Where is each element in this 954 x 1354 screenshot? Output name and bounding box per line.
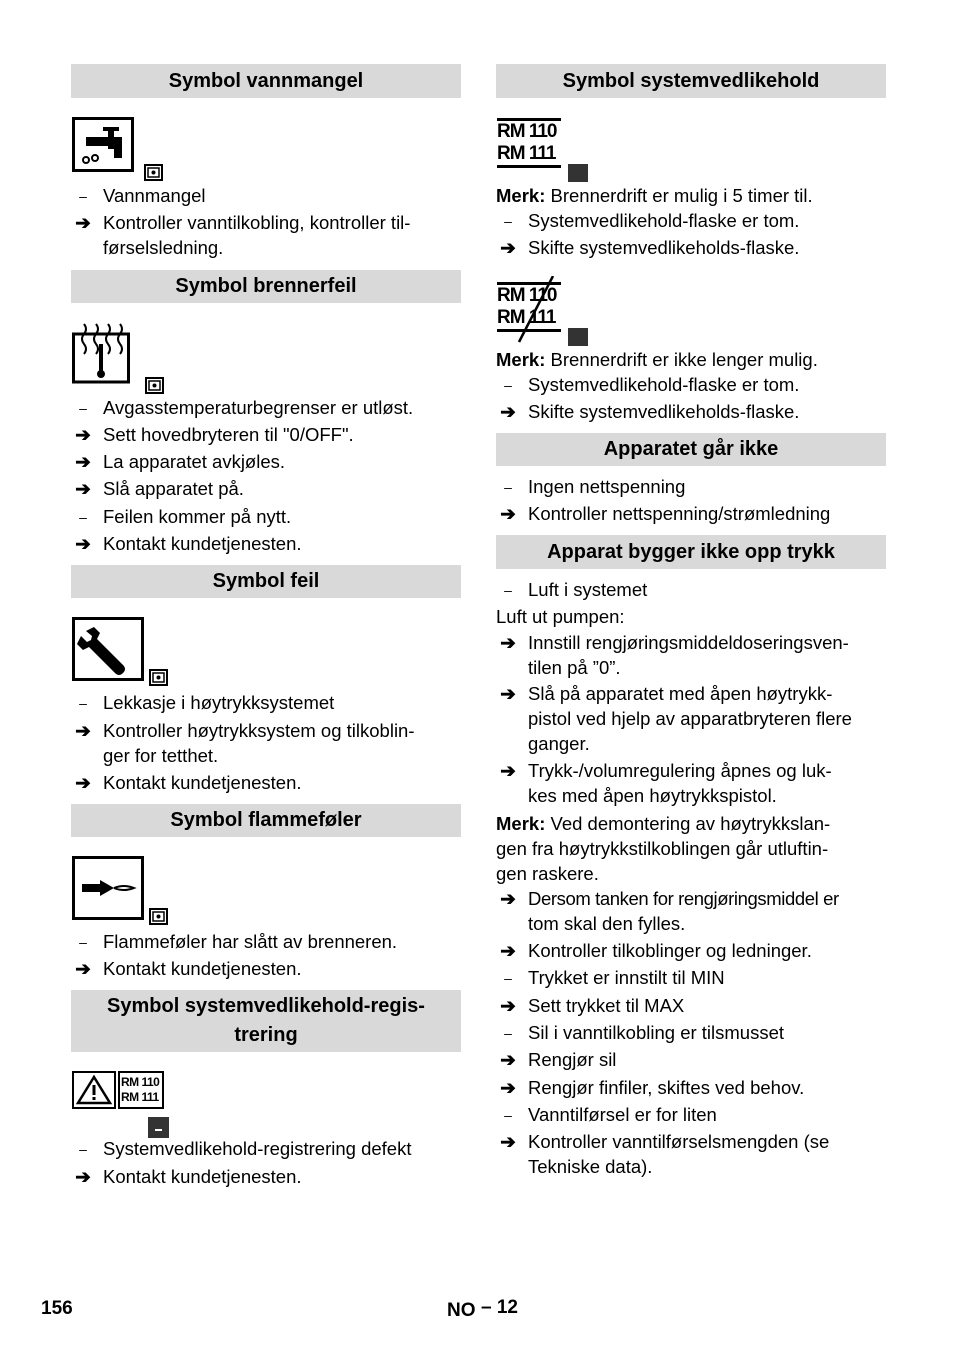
strike-line-icon xyxy=(497,276,561,346)
rm-label-icon xyxy=(118,1071,164,1109)
section-title-feil: Symbol feil xyxy=(71,565,461,598)
rm111-text: RM 111 xyxy=(497,143,561,168)
note-line: gen fra høytrykkstilkoblingen går utluftin- xyxy=(496,838,829,859)
rm110-text: RM 110 xyxy=(497,118,561,143)
section-title-systemvedlikehold-registrering xyxy=(71,990,461,1052)
note-line: Merk: Ved demontering av høytrykkslan- xyxy=(496,813,831,834)
rm110-text: RM 110 xyxy=(497,282,561,307)
section-title-systemvedlikehold: Symbol systemvedlikehold xyxy=(496,64,886,98)
rm111-text: RM 111 xyxy=(121,1090,159,1104)
title-line: Symbol systemvedlikehold-regis- xyxy=(107,995,425,1017)
water-shortage-icon xyxy=(72,117,134,172)
note-line: Merk: Brennerdrift er ikke lenger mulig. xyxy=(496,349,818,370)
warning-triangle-icon xyxy=(72,1071,116,1109)
indicator-icon xyxy=(145,377,164,394)
display-indicator-icon xyxy=(568,164,588,182)
rm-symbol-icon xyxy=(497,118,561,174)
language-code: NO xyxy=(447,1300,476,1321)
display-indicator-icon xyxy=(148,1117,169,1138)
section-title-trykk: Apparat bygger ikke opp trykk xyxy=(496,535,886,569)
indicator-icon xyxy=(149,669,168,686)
paragraph: Luft ut pumpen: xyxy=(496,606,625,627)
section-title-brennerfeil: Symbol brennerfeil xyxy=(71,270,461,303)
note-line: Merk: Brennerdrift er mulig i 5 timer til. xyxy=(496,185,813,206)
display-indicator-icon xyxy=(568,328,588,346)
section-title-flammefoler: Symbol flammeføler xyxy=(71,804,461,837)
indicator-icon xyxy=(144,164,163,181)
rm-crossed-symbol-icon xyxy=(497,282,561,338)
rm111-text: RM 111 xyxy=(497,307,561,332)
burner-fault-icon xyxy=(72,322,130,384)
indicator-icon xyxy=(149,908,168,925)
title-line: trering xyxy=(234,1024,298,1046)
page-number: 156 xyxy=(41,1298,73,1319)
section-title-apparatet-gar-ikke: Apparatet går ikke xyxy=(496,433,886,466)
flame-sensor-icon xyxy=(72,856,144,920)
section-title-vannmangel: Symbol vannmangel xyxy=(71,64,461,98)
sub-page-number: – 12 xyxy=(481,1297,518,1318)
wrench-icon xyxy=(72,617,144,681)
note-line: gen raskere. xyxy=(496,863,599,884)
rm110-text: RM 110 xyxy=(121,1075,160,1089)
